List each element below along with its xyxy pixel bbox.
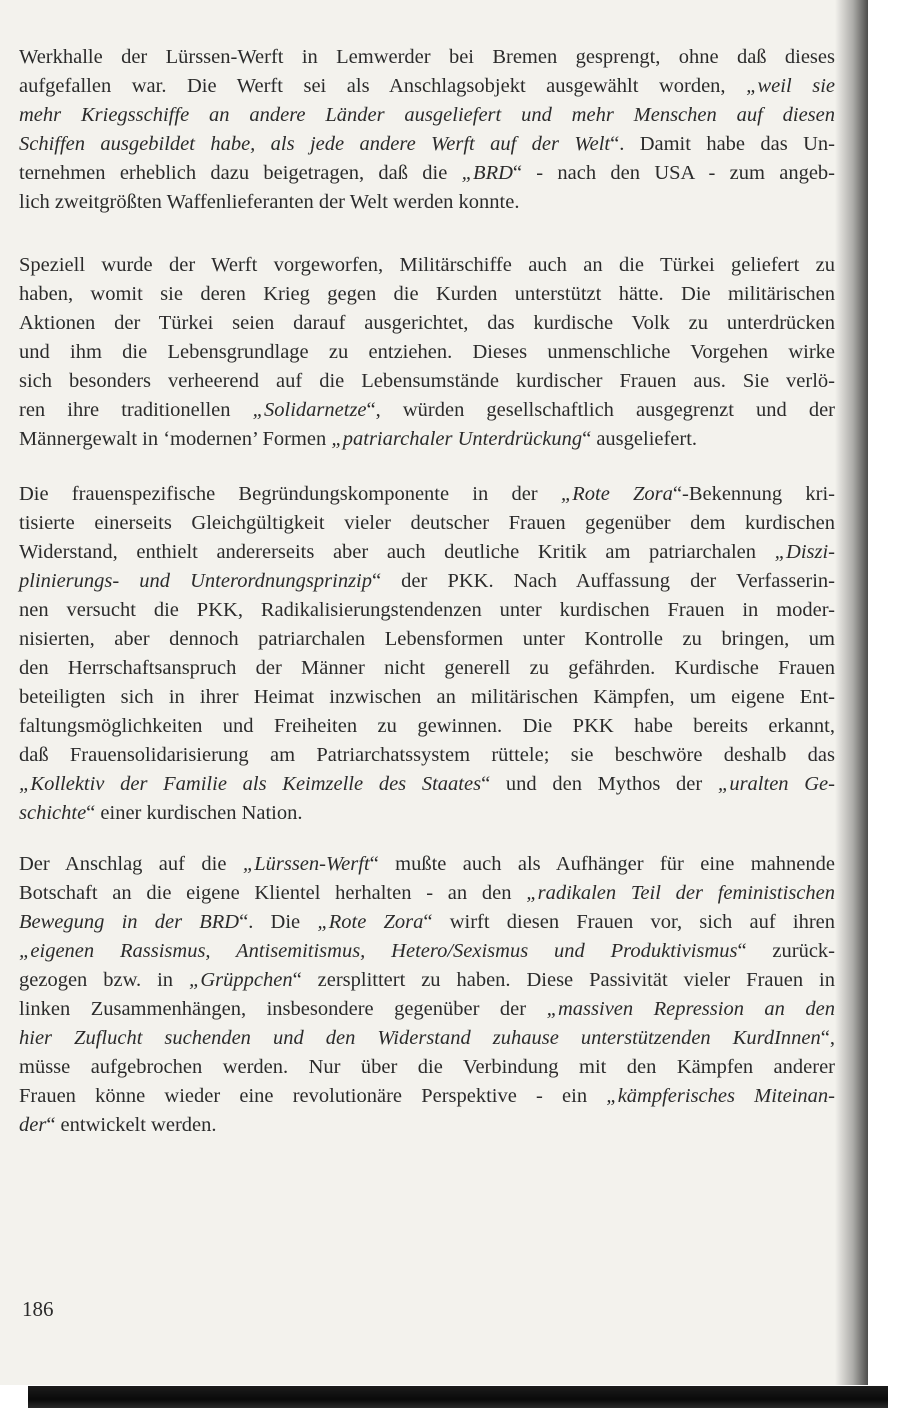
text-line: [19, 799, 835, 828]
text-line: [19, 367, 835, 396]
text-line: [19, 966, 835, 995]
italic-quote: „Solidarnetze: [252, 399, 367, 421]
text-line: [19, 1111, 835, 1140]
book-spine-shadow: [835, 0, 868, 1385]
text-line: [19, 251, 835, 280]
text-run: haben, womit sie deren Krieg gegen die Kurden unterstützt hätte. Die militärischen: [19, 283, 835, 305]
text-line: [19, 309, 835, 338]
text-line: [19, 683, 835, 712]
italic-quote: schichte: [19, 802, 87, 824]
text-line: [19, 625, 835, 654]
text-run: Frauen könne wieder eine revolutionäre Perspektive - ein: [19, 1085, 607, 1107]
text-line: [19, 567, 835, 596]
italic-quote: „Lürssen-Werft: [242, 853, 370, 875]
italic-quote: „eigenen Rassismus, Antisemitismus, Hetero/Sexismus und Produktivismus: [19, 940, 738, 962]
text-run: “ und den Mythos der: [481, 773, 718, 795]
italic-quote: „patriarchaler Unterdrückung: [331, 428, 583, 450]
text-run: “. Die: [239, 911, 318, 933]
text-run: müsse aufgebrochen werden. Nur über die Verbindung mit den Kämpfen anderer: [19, 1056, 835, 1078]
italic-quote: „uralten Ge-: [717, 773, 835, 795]
text-line: [19, 538, 835, 567]
text-run: tisierte einerseits Gleichgültigkeit vieler deutscher Frauen gegenüber dem kurdischen: [19, 512, 835, 534]
text-line: [19, 480, 835, 509]
text-run: beteiligten sich in ihrer Heimat inzwischen an militärischen Kämpfen, um eigene Ent-: [19, 686, 835, 708]
text-run: “, würden gesellschaftlich ausgegrenzt und der: [366, 399, 836, 421]
text-line: [19, 396, 835, 425]
text-line: [19, 850, 835, 879]
text-line: [19, 338, 835, 367]
text-run: “-Bekennung kri-: [672, 483, 835, 505]
scan-margin: [868, 0, 900, 1408]
text-run: linken Zusammenhängen, insbesondere gegenüber der: [19, 998, 547, 1020]
italic-quote: mehr Kriegsschiffe an andere Länder ausgeliefert und mehr Menschen auf diesen: [19, 104, 835, 126]
text-run: nisierten, aber dennoch patriarchalen Lebensformen unter Kontrolle zu bringen, um: [19, 628, 835, 650]
italic-quote: hier Zuflucht suchenden und den Widerstand zuhause unterstützenden KurdInnen: [19, 1027, 821, 1049]
text-line: [19, 879, 835, 908]
text-run: “ zersplittert zu haben. Diese Passivität vieler Frauen in: [292, 969, 835, 991]
text-run: aufgefallen war. Die Werft sei als Anschlagsobjekt ausgewählt worden,: [19, 75, 747, 97]
text-run: “ mußte auch als Aufhänger für eine mahnende: [369, 853, 835, 875]
text-line: [19, 908, 835, 937]
text-line: [19, 770, 835, 799]
text-line: [19, 712, 835, 741]
text-line: [19, 937, 835, 966]
text-line: [19, 654, 835, 683]
text-line: [19, 130, 835, 159]
text-run: nen versucht die PKK, Radikalisierungstendenzen unter kurdischen Frauen in moder-: [19, 599, 835, 621]
italic-quote: „Rote Zora: [317, 911, 424, 933]
italic-quote: „Kollektiv der Familie als Keimzelle des Staates: [19, 773, 482, 795]
text-line: [19, 425, 835, 454]
text-run: Aktionen der Türkei seien darauf ausgerichtet, das kurdische Volk zu unterdrücken: [19, 312, 835, 334]
text-line: [19, 995, 835, 1024]
text-run: “,: [820, 1027, 835, 1049]
text-line: [19, 1053, 835, 1082]
text-run: lich zweitgrößten Waffenlieferanten der Welt werden konnte.: [19, 191, 520, 213]
text-run: “ - nach den USA - zum angeb-: [512, 162, 835, 184]
text-run: “ der PKK. Nach Auffassung der Verfasserin-: [372, 570, 836, 592]
text-run: ternehmen erheblich dazu beigetragen, daß die: [19, 162, 462, 184]
text-run: Werkhalle der Lürssen-Werft in Lemwerder bei Bremen gesprengt, ohne daß dieses: [19, 46, 835, 68]
text-line: [19, 1024, 835, 1053]
italic-quote: Bewegung in der BRD: [19, 911, 240, 933]
text-run: gezogen bzw. in: [19, 969, 189, 991]
text-line: [19, 159, 835, 188]
text-run: Widerstand, enthielt andererseits aber auch deutliche Kritik am patriarchalen: [19, 541, 775, 563]
text-run: faltungsmöglichkeiten und Freiheiten zu gewinnen. Die PKK habe bereits erkannt,: [19, 715, 835, 737]
italic-quote: „Diszi-: [774, 541, 835, 563]
text-line: [19, 1082, 835, 1111]
text-run: “ entwickelt werden.: [46, 1114, 217, 1136]
text-line: [19, 72, 835, 101]
text-line: [19, 101, 835, 130]
italic-quote: „Rote Zora: [560, 483, 673, 505]
paragraph-1: [19, 43, 835, 217]
text-run: “ ausgeliefert.: [582, 428, 698, 450]
italic-quote: „kämpferisches Miteinan-: [606, 1085, 836, 1107]
paragraph-3: [19, 480, 835, 828]
text-run: Botschaft an die eigene Klientel herhalten - an den: [19, 882, 527, 904]
text-run: ren ihre traditionellen: [19, 399, 253, 421]
text-line: [19, 280, 835, 309]
text-line: [19, 43, 835, 72]
text-run: “. Damit habe das Un-: [610, 133, 836, 155]
text-run: “ zurück-: [737, 940, 835, 962]
text-run: Speziell wurde der Werft vorgeworfen, Militärschiffe auch an die Türkei geliefert zu: [19, 254, 835, 276]
italic-quote: Schiffen ausgebildet habe, als jede andere Werft auf der Welt: [19, 133, 611, 155]
italic-quote: „weil sie: [746, 75, 835, 97]
text-run: und ihm die Lebensgrundlage zu entziehen. Dieses unmenschliche Vorgehen wirke: [19, 341, 835, 363]
italic-quote: der: [19, 1114, 47, 1136]
paragraph-2: [19, 251, 835, 454]
italic-quote: „radikalen Teil der feministischen: [526, 882, 835, 904]
text-run: “ einer kurdischen Nation.: [86, 802, 303, 824]
italic-quote: „BRD: [461, 162, 513, 184]
page-number: 186: [22, 1297, 54, 1321]
paragraph-4: [19, 850, 835, 1140]
text-line: [19, 741, 835, 770]
italic-quote: „Grüppchen: [188, 969, 293, 991]
text-line: [19, 188, 835, 217]
text-run: Der Anschlag auf die: [19, 853, 243, 875]
italic-quote: „massiven Repression an den: [546, 998, 835, 1020]
text-run: “ wirft diesen Frauen vor, sich auf ihren: [423, 911, 835, 933]
text-run: Die frauenspezifische Begründungskomponente in der: [19, 483, 561, 505]
text-run: sich besonders verheerend auf die Lebensumstände kurdischer Frauen aus. Sie verlö-: [19, 370, 835, 392]
text-line: [19, 509, 835, 538]
text-run: den Herrschaftsanspruch der Männer nicht generell zu gefährden. Kurdische Frauen: [19, 657, 835, 679]
italic-quote: plinierungs- und Unterordnungsprinzip: [19, 570, 372, 592]
text-run: Männergewalt in ‘modernen’ Formen: [19, 428, 332, 450]
text-line: [19, 596, 835, 625]
text-run: daß Frauensolidarisierung am Patriarchatssystem rüttele; sie beschwöre deshalb das: [19, 744, 835, 766]
page-bottom-edge: [28, 1386, 888, 1408]
